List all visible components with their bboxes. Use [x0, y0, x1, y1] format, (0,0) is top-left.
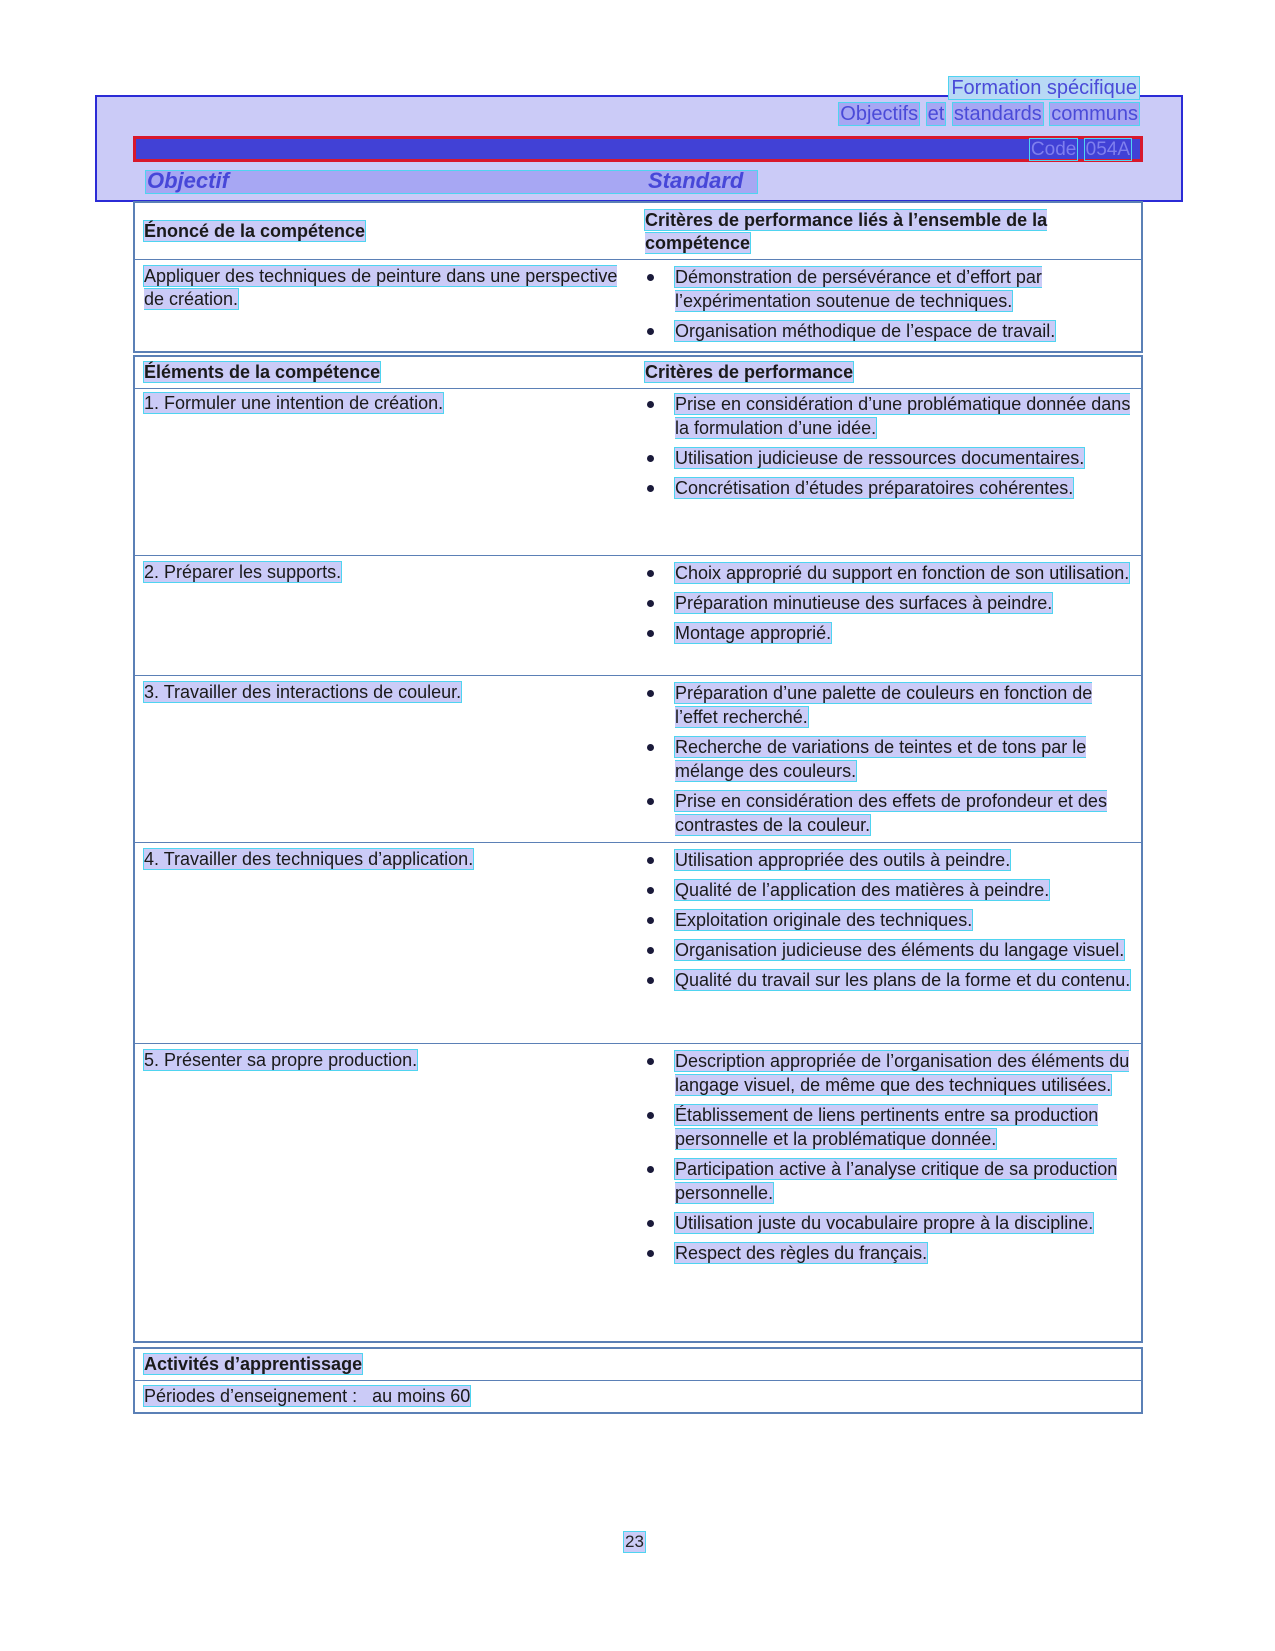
- element-label: 5. Présenter sa propre production.: [144, 1050, 418, 1070]
- elements-table: [133, 355, 1143, 1343]
- list-item: Utilisation appropriée des outils à peindre.: [645, 848, 1131, 872]
- standard-label: Standard: [648, 168, 744, 193]
- competence-left-header: Énoncé de la compétence: [144, 221, 366, 241]
- table-row: [135, 675, 1141, 842]
- bullet-icon: [647, 328, 654, 335]
- activities-periods-row: [135, 1380, 1141, 1412]
- list-item: Respect des règles du français.: [645, 1241, 1131, 1265]
- competence-criteria: [645, 265, 1131, 343]
- list-item: Préparation minutieuse des surfaces à peindre.: [645, 591, 1131, 615]
- periods-text: [144, 1386, 470, 1406]
- bullet-icon: [647, 917, 654, 924]
- bullet-icon: [647, 485, 654, 492]
- element-criteria: [645, 561, 1131, 645]
- bullet-icon: [647, 1058, 654, 1065]
- bullet-icon: [647, 570, 654, 577]
- list-item: Organisation judicieuse des éléments du langage visuel.: [645, 938, 1131, 962]
- bullet-icon: [647, 857, 654, 864]
- bullet-icon: [647, 274, 654, 281]
- header-word: standards: [953, 103, 1042, 125]
- list-item: Recherche de variations de teintes et de tons par le mélange des couleurs.: [645, 735, 1131, 783]
- competence-statement: Appliquer des techniques de peinture dans une perspective de création.: [144, 266, 618, 309]
- header-word: et: [927, 103, 945, 125]
- bullet-icon: [647, 1220, 654, 1227]
- list-item: Démonstration de persévérance et d’effort par l’expérimentation soutenue de techniques.: [645, 265, 1131, 313]
- list-item: Choix approprié du support en fonction de son utilisation.: [645, 561, 1131, 585]
- list-item: Qualité du travail sur les plans de la forme et du contenu.: [645, 968, 1131, 992]
- table-row: [135, 388, 1141, 555]
- activities-header: Activités d’apprentissage: [144, 1354, 363, 1374]
- element-label: 4. Travailler des techniques d’application.: [144, 849, 474, 869]
- elements-header-row: [135, 357, 1141, 388]
- list-item: Participation active à l’analyse critique de sa production personnelle.: [645, 1157, 1131, 1205]
- code-bar: [133, 136, 1143, 162]
- page-number: 23: [625, 1532, 644, 1551]
- bullet-icon: [647, 887, 654, 894]
- table-row: [135, 555, 1141, 675]
- bullet-icon: [647, 1250, 654, 1257]
- elements-right-header: Critères de performance: [645, 362, 854, 382]
- bullet-icon: [647, 600, 654, 607]
- code-value: 054A: [1085, 139, 1130, 160]
- periods-label: Périodes d’enseignement :: [144, 1386, 358, 1406]
- competence-header-row: [135, 203, 1141, 259]
- code-label: Code: [1030, 139, 1077, 160]
- bullet-icon: [647, 630, 654, 637]
- bullet-icon: [647, 401, 654, 408]
- bullet-icon: [647, 1112, 654, 1119]
- list-item: Préparation d’une palette de couleurs en fonction de l’effet recherché.: [645, 681, 1131, 729]
- list-item: Prise en considération des effets de profondeur et des contrastes de la couleur.: [645, 789, 1131, 837]
- list-item: Exploitation originale des techniques.: [645, 908, 1131, 932]
- elements-left-header: Éléments de la compétence: [144, 362, 381, 382]
- element-criteria: [645, 681, 1131, 837]
- list-item: Utilisation juste du vocabulaire propre à la discipline.: [645, 1211, 1131, 1235]
- competence-table: [133, 201, 1143, 353]
- objectif-label: Objectif: [147, 168, 229, 193]
- code-text: [1029, 140, 1132, 160]
- list-item: Prise en considération d’une problématique donnée dans la formulation d’une idée.: [645, 392, 1131, 440]
- bullet-icon: [647, 977, 654, 984]
- competence-right-header: Critères de performance liés à l’ensemble de la compétence: [645, 210, 1048, 253]
- header-word: communs: [1051, 103, 1138, 125]
- element-criteria: [645, 848, 1131, 992]
- list-item: Organisation méthodique de l’espace de travail.: [645, 319, 1131, 343]
- list-item: Établissement de liens pertinents entre sa production personnelle et la problématique donnée.: [645, 1103, 1131, 1151]
- element-criteria: [645, 392, 1131, 500]
- list-item: Utilisation judicieuse de ressources documentaires.: [645, 446, 1131, 470]
- competence-body-row: [135, 259, 1141, 351]
- element-label: 1. Formuler une intention de création.: [144, 393, 444, 413]
- element-label: 2. Préparer les supports.: [144, 562, 342, 582]
- bullet-icon: [647, 798, 654, 805]
- activities-header-row: [135, 1349, 1141, 1380]
- bullet-icon: [647, 947, 654, 954]
- list-item: Concrétisation d’études préparatoires cohérentes.: [645, 476, 1131, 500]
- bullet-icon: [647, 744, 654, 751]
- activities-table: [133, 1347, 1143, 1414]
- bullet-icon: [647, 455, 654, 462]
- periods-value: au moins 60: [372, 1386, 471, 1406]
- list-item: Montage approprié.: [645, 621, 1131, 645]
- header-objectifs: [838, 103, 1140, 125]
- bullet-icon: [647, 1166, 654, 1173]
- list-item: Description appropriée de l’organisation des éléments du langage visuel, de même que des techniques utilisées.: [645, 1049, 1131, 1097]
- header-word: Objectifs: [840, 103, 919, 125]
- header-formation: Formation spécifique: [948, 76, 1140, 100]
- table-row: [135, 842, 1141, 1043]
- bullet-icon: [647, 690, 654, 697]
- element-criteria: [645, 1049, 1131, 1265]
- list-item: Qualité de l’application des matières à peindre.: [645, 878, 1131, 902]
- table-row: [135, 1043, 1141, 1341]
- element-label: 3. Travailler des interactions de couleur.: [144, 682, 462, 702]
